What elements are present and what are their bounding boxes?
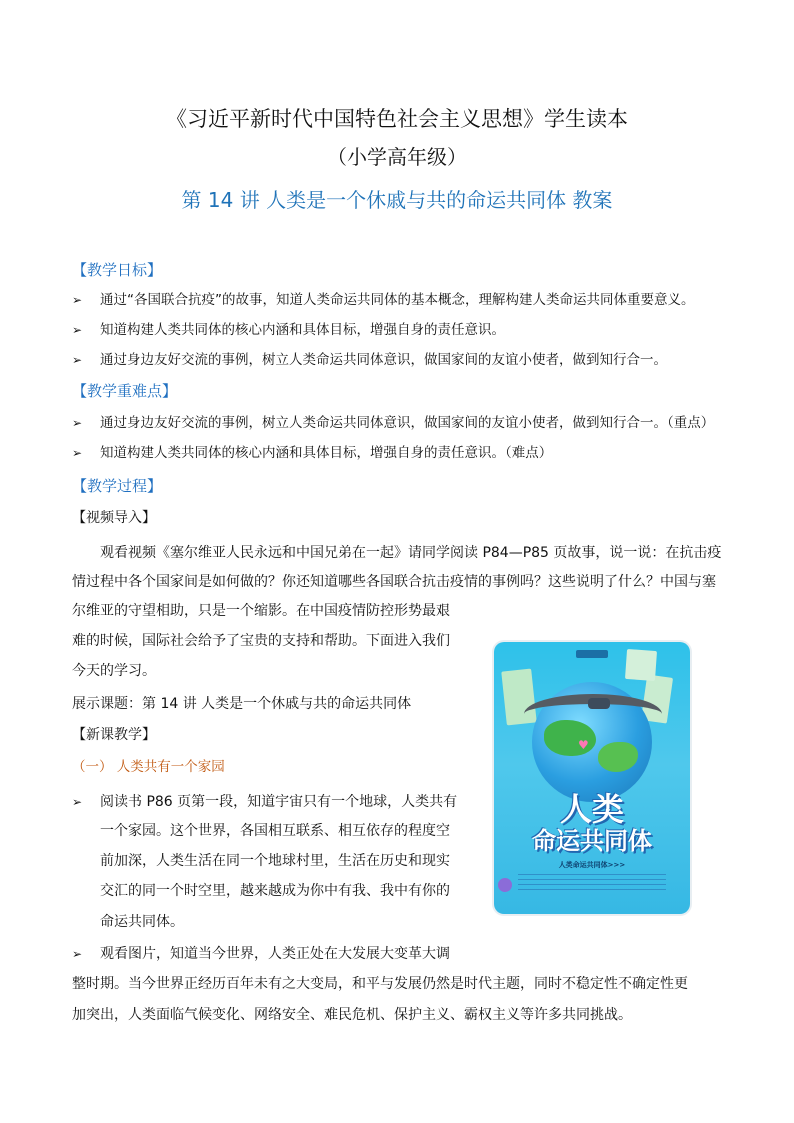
goal-item: ➢ 通过“各国联合抗疫”的故事，知道人类命运共同体的基本概念，理解构建人类命运共同体重要意义。: [72, 289, 695, 311]
new-lesson-heading: 【新课教学】: [72, 727, 156, 743]
intro-line: 今天的学习。: [72, 663, 156, 679]
video-heading: 【视频导入】: [72, 510, 156, 526]
goal-item: ➢ 通过身边友好交流的事例，树立人类命运共同体意识，做国家间的友谊小使者，做到知行合一。: [72, 349, 667, 371]
intro-line: 难的时候，国际社会给予了宝贵的支持和帮助。下面进入我们: [72, 633, 450, 649]
section-heading: （一） 人类共有一个家园: [72, 759, 225, 775]
goals-heading: 【教学日标】: [72, 261, 163, 279]
arrow-bullet-icon: ➢: [72, 795, 83, 809]
poster-title-line2: 命运共同体: [532, 827, 652, 855]
intro-line: 情过程中各个国家间是如何做的？你还知道哪些各国联合抗击疫情的事例吗？这些说明了什么？中国与塞: [72, 574, 716, 590]
content-line: 交汇的同一个时空里，越来越成为你中有我、我中有你的: [100, 883, 450, 899]
content-bullet: ➢ 观看图片，知道当今世界，人类正处在大发展大变革大调: [72, 940, 450, 969]
content-line: 一个家园。这个世界，各国相互联系、相互依存的程度空: [100, 823, 450, 839]
arrow-bullet-icon: ➢: [72, 947, 83, 961]
content-line: 整时期。当今世界正经历百年未有之大变局，和平与发展仍然是时代主题，同时不稳定性不确定性更: [72, 976, 688, 992]
keypoint-item: ➢ 知道构建人类共同体的核心内涵和具体目标，增强自身的责任意识。（难点）: [72, 442, 552, 464]
poster-subtitle: 人类命运共同体>>>: [558, 861, 626, 869]
content-bullet: ➢ 阅读书 P86 页第一段，知道宇宙只有一个地球，人类共有: [72, 788, 457, 817]
content-line: 前加深，人类生活在同一个地球村里，生活在历史和现实: [100, 853, 450, 869]
car-icon: [588, 698, 610, 709]
content-line: 命运共同体。: [100, 914, 184, 930]
arrow-bullet-icon: ➢: [72, 293, 83, 307]
arrow-bullet-icon: ➢: [72, 353, 83, 367]
topic-line: 展示课题：第 14 讲 人类是一个休戚与共的命运共同体: [72, 696, 412, 712]
lesson-title: 第 14 讲 人类是一个休戚与共的命运共同体 教案: [181, 188, 613, 212]
heart-icon: ♥: [578, 738, 589, 752]
arrow-bullet-icon: ➢: [72, 446, 83, 460]
arrow-bullet-icon: ➢: [72, 416, 83, 430]
flower-icon: [498, 878, 512, 892]
intro-line: 尔维亚的守望相助，只是一个缩影。在中国疫情防控形势最艰: [72, 603, 450, 619]
poster-fine-print: [518, 874, 666, 894]
goal-item: ➢ 知道构建人类共同体的核心内涵和具体目标，增强自身的责任意识。: [72, 319, 505, 341]
process-heading: 【教学过程】: [72, 477, 163, 495]
content-line: 加突出，人类面临气候变化、网络安全、难民危机、保护主义、霸权主义等许多共同挑战。: [72, 1007, 632, 1023]
document-subtitle: （小学高年级）: [327, 145, 467, 169]
poster-building: [625, 649, 657, 681]
document-title: 《习近平新时代中国特色社会主义思想》学生读本: [166, 107, 628, 131]
intro-line: 观看视频《塞尔维亚人民永远和中国兄弟在一起》请同学阅读 P84—P85 页故事，说一说：在抗击疫: [100, 545, 722, 561]
arrow-bullet-icon: ➢: [72, 323, 83, 337]
poster-title-line1: 人类: [559, 790, 624, 828]
poster-logo: [576, 650, 608, 658]
community-poster-image: [494, 642, 690, 914]
keypoints-heading: 【教学重难点】: [72, 382, 178, 400]
keypoint-item: ➢ 通过身边友好交流的事例，树立人类命运共同体意识，做国家间的友谊小使者，做到知行合一。（重点）: [72, 412, 714, 434]
